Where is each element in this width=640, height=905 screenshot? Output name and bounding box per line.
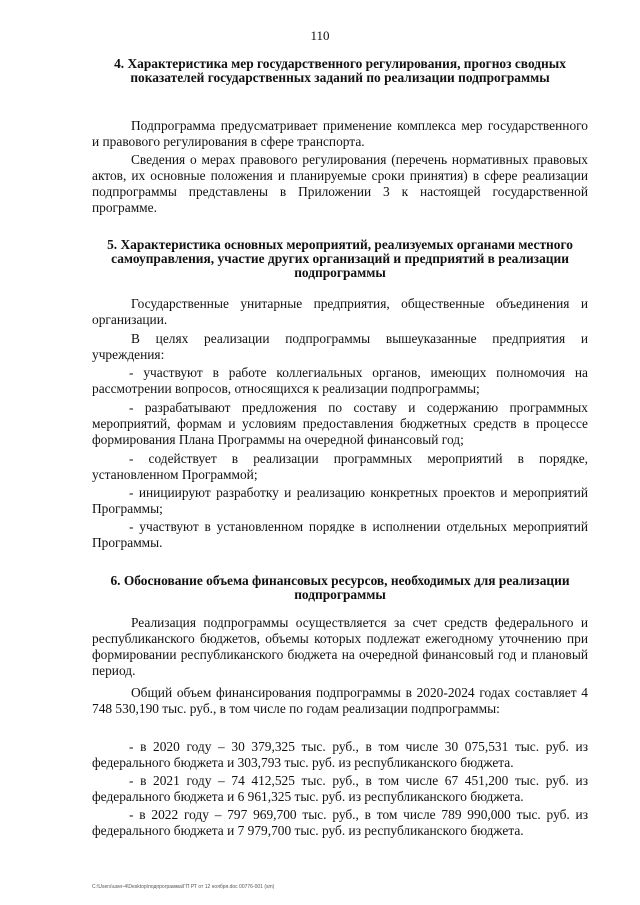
section-5-heading: 5. Характеристика основных мероприятий, реализуемых органами местного самоуправления, участие других организаций и предприятий в реализации подпрограммы xyxy=(107,237,573,280)
section-6-list-item: - в 2022 году – 797 969,700 тыс. руб., в том числе 789 990,000 тыс. руб. из федерального бюджета и 7 979,700 тыс. руб. из республиканского бюджета. xyxy=(92,807,588,838)
section-5-list-item: - инициируют разработку и реализацию конкретных проектов и мероприятий Программы; xyxy=(92,485,588,516)
file-path-footer: С:\Users\user-4\Desktop\подпрограмма\ГП РТ от 12 ноября.doc 00776-001 (sm) xyxy=(92,884,275,890)
section-6-list-item: - в 2021 году – 74 412,525 тыс. руб., в том числе 67 451,200 тыс. руб. из федерального бюджета и 6 961,325 тыс. руб. из республиканского бюджета. xyxy=(92,773,588,804)
section-5-list-item: - участвуют в установленном порядке в исполнении отдельных мероприятий Программы. xyxy=(92,519,588,550)
section-5-paragraph: В целях реализации подпрограммы вышеуказанные предприятия и учреждения: xyxy=(92,331,588,362)
section-4-paragraph: Подпрограмма предусматривает применение комплекса мер государственного и правового регулирования в сфере транспорта. xyxy=(92,118,588,149)
section-5-list-item: - разрабатывают предложения по составу и содержанию программных мероприятий, формам и условиям предоставления бюджетных средств в процессе формирования Плана Программы на очередной финансовый год; xyxy=(92,400,588,447)
page-number: 110 xyxy=(310,28,330,43)
section-6-paragraph: Реализация подпрограммы осуществляется за счет средств федерального и республиканского бюджетов, объемы которых подлежат ежегодному уточнению при формировании республиканского бюджета на очередной финансовый год и плановый период. xyxy=(92,615,588,678)
section-5-list-item: - участвуют в работе коллегиальных органов, имеющих полномочия на рассмотрении вопросов, относящихся к реализации подпрограммы; xyxy=(92,365,588,396)
section-5-list-item: - содействует в реализации программных мероприятий в порядке, установленном Программой; xyxy=(92,451,588,482)
section-5-paragraph: Государственные унитарные предприятия, общественные объединения и организации. xyxy=(92,296,588,327)
section-6-heading: 6. Обоснование объема финансовых ресурсов, необходимых для реализации подпрограммы xyxy=(110,573,570,602)
section-6-list-item: - в 2020 году – 30 379,325 тыс. руб., в том числе 30 075,531 тыс. руб. из федерального бюджета и 303,793 тыс. руб. из республиканского бюджета. xyxy=(92,739,588,770)
section-6-paragraph: Общий объем финансирования подпрограммы в 2020-2024 годах составляет 4 748 530,190 тыс. руб., в том числе по годам реализации подпрограммы: xyxy=(92,685,588,716)
section-4-heading: 4. Характеристика мер государственного регулирования, прогноз сводных показателей государственных заданий по реализации подпрограммы xyxy=(114,56,566,85)
section-4-paragraph: Сведения о мерах правового регулирования (перечень нормативных правовых актов, их основные положения и планируемые сроки принятия) в сфере реализации подпрограммы представлены в Приложении 3 к настоящей государственной программе. xyxy=(92,152,588,215)
